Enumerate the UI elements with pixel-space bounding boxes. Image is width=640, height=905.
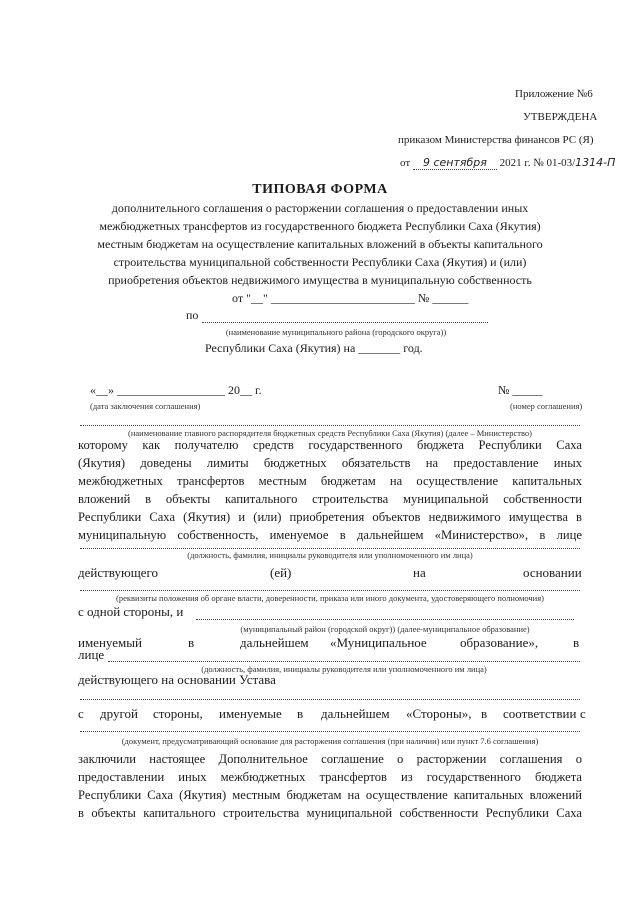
other-side-word: с — [78, 706, 84, 721]
appendix-label: Приложение №6 — [515, 88, 593, 100]
acting-word: (ей) — [270, 565, 292, 580]
paragraph-line: заключили настоящее Дополнительное соглашение о расторжении соглашения о — [78, 752, 582, 766]
basis-document-field[interactable] — [80, 731, 580, 732]
document-caption: (документ, предусматривающий основание для расторжения соглашения (при наличии) или пункт 7.6 соглашения) — [121, 736, 539, 746]
position-caption: (должность, фамилия, инициалы руководителя или уполномоченного им лица) — [201, 664, 487, 674]
municipal-caption: (муниципальный район (городской округ)) (далее-муниципальное образование) — [240, 624, 530, 634]
paragraph-line: которому как получателю средств государственного бюджета Республики Саха — [78, 438, 582, 452]
requisites-caption: (реквизиты положения об органе власти, доверенности, приказа или иного документа, удостоверяющего полномочия) — [116, 593, 544, 603]
title-line: местным бюджетам на осуществление капитальных вложений в объекты капитального — [97, 237, 543, 251]
agreement-number-caption: (номер соглашения) — [510, 401, 583, 411]
handwritten-date: 9 сентября — [413, 156, 497, 170]
municipal-name-caption: (наименование муниципального района (городского округа)) — [225, 327, 447, 337]
title-line: межбюджетных трансфертов из государственного бюджета Республики Саха (Якутия) — [99, 219, 541, 233]
other-side-word: с — [580, 706, 586, 721]
paragraph-line: (Якутия) доведены лимиты бюджетных обязательств на предоставление иных — [78, 456, 582, 470]
other-side-word: дальнейшем — [321, 706, 390, 721]
paragraph-line: в объекты капитального строительства муниципальной собственности Республики Саха — [78, 806, 582, 820]
other-side-word: именуемые — [219, 706, 282, 721]
order-date-line — [400, 156, 615, 170]
municipal-party-field[interactable] — [196, 619, 574, 620]
one-side-text: с одной стороны, и — [78, 604, 184, 619]
named-word: «Муниципальное — [330, 635, 427, 650]
charter-field[interactable] — [80, 699, 580, 700]
ministry-caption: (наименование главного распорядителя бюджетных средств Республики Саха (Якутия) (далее – Министерство) — [128, 428, 532, 438]
other-side-word: соответствии — [503, 706, 577, 721]
handwritten-number: 1314-П — [575, 156, 616, 169]
agreement-date-caption: (дата заключения соглашения) — [90, 401, 201, 411]
face-label: лице — [78, 647, 105, 662]
form-date-number-line: от "__" ________________________ № ______ — [232, 291, 469, 305]
other-side-word: «Стороны», — [406, 706, 472, 721]
paragraph-line: межбюджетных трансфертов местным бюджетам на осуществление капитальных — [78, 474, 582, 488]
paragraph-line: предоставлении иных межбюджетных трансфертов из государственного бюджета — [78, 770, 582, 784]
paragraph-line: муниципальную собственность, именуемое в дальнейшем «Министерство», в лице — [78, 528, 582, 542]
acting-word: на — [413, 565, 426, 580]
paragraph-line: Республики Саха (Якутия) и (или) приобретения объектов недвижимого имущества в — [78, 510, 582, 524]
municipal-name-field[interactable] — [202, 322, 488, 323]
other-side-word: в — [297, 706, 304, 721]
other-side-word: другой — [100, 706, 138, 721]
republic-year-line: Республики Саха (Якутия) на _______ год. — [205, 341, 423, 355]
municipal-representative-field[interactable] — [108, 661, 580, 662]
other-side-word: в — [481, 706, 488, 721]
po-prefix: по — [186, 308, 199, 322]
agreement-date-field[interactable]: «__» __________________ 20__ г. — [90, 383, 262, 397]
order-label: приказом Министерства финансов РС (Я) — [398, 134, 594, 146]
title-line: дополнительного соглашения о расторжении соглашения о предоставлении иных — [111, 201, 529, 215]
named-word: образование», — [460, 635, 539, 650]
agreement-number-field[interactable]: № _____ — [498, 383, 543, 397]
other-side-word: стороны, — [153, 706, 203, 721]
named-word: в — [188, 635, 195, 650]
named-word: именуемый — [78, 635, 142, 650]
paragraph-line: вложений в объекты капитального строительства муниципальной собственности — [78, 492, 582, 506]
title-line: приобретения объектов недвижимого имущества в муниципальную собственность — [108, 273, 532, 287]
paragraph-line: Республики Саха (Якутия) местным бюджетам на осуществление капитальных вложений — [78, 788, 582, 802]
position-caption: (должность, фамилия, инициалы руководителя или уполномоченного им лица) — [187, 550, 473, 560]
approved-label: УТВЕРЖДЕНА — [523, 111, 598, 123]
date-year: 2021 г. № 01-03/ — [499, 157, 576, 169]
ministry-representative-field[interactable] — [80, 548, 580, 549]
acting-word: действующего — [78, 565, 158, 580]
named-word: в — [573, 635, 580, 650]
charter-text: действующего на основании Устава — [78, 672, 276, 687]
date-prefix: от — [400, 157, 411, 169]
title-line: строительства муниципальной собственности Республики Саха (Якутия) и (или) — [113, 255, 527, 269]
requisites-field[interactable] — [80, 590, 580, 591]
acting-word: основании — [523, 565, 582, 580]
document-heading: ТИПОВАЯ ФОРМА — [252, 182, 388, 197]
ministry-name-field[interactable] — [80, 425, 580, 426]
named-word: дальнейшем — [240, 635, 309, 650]
